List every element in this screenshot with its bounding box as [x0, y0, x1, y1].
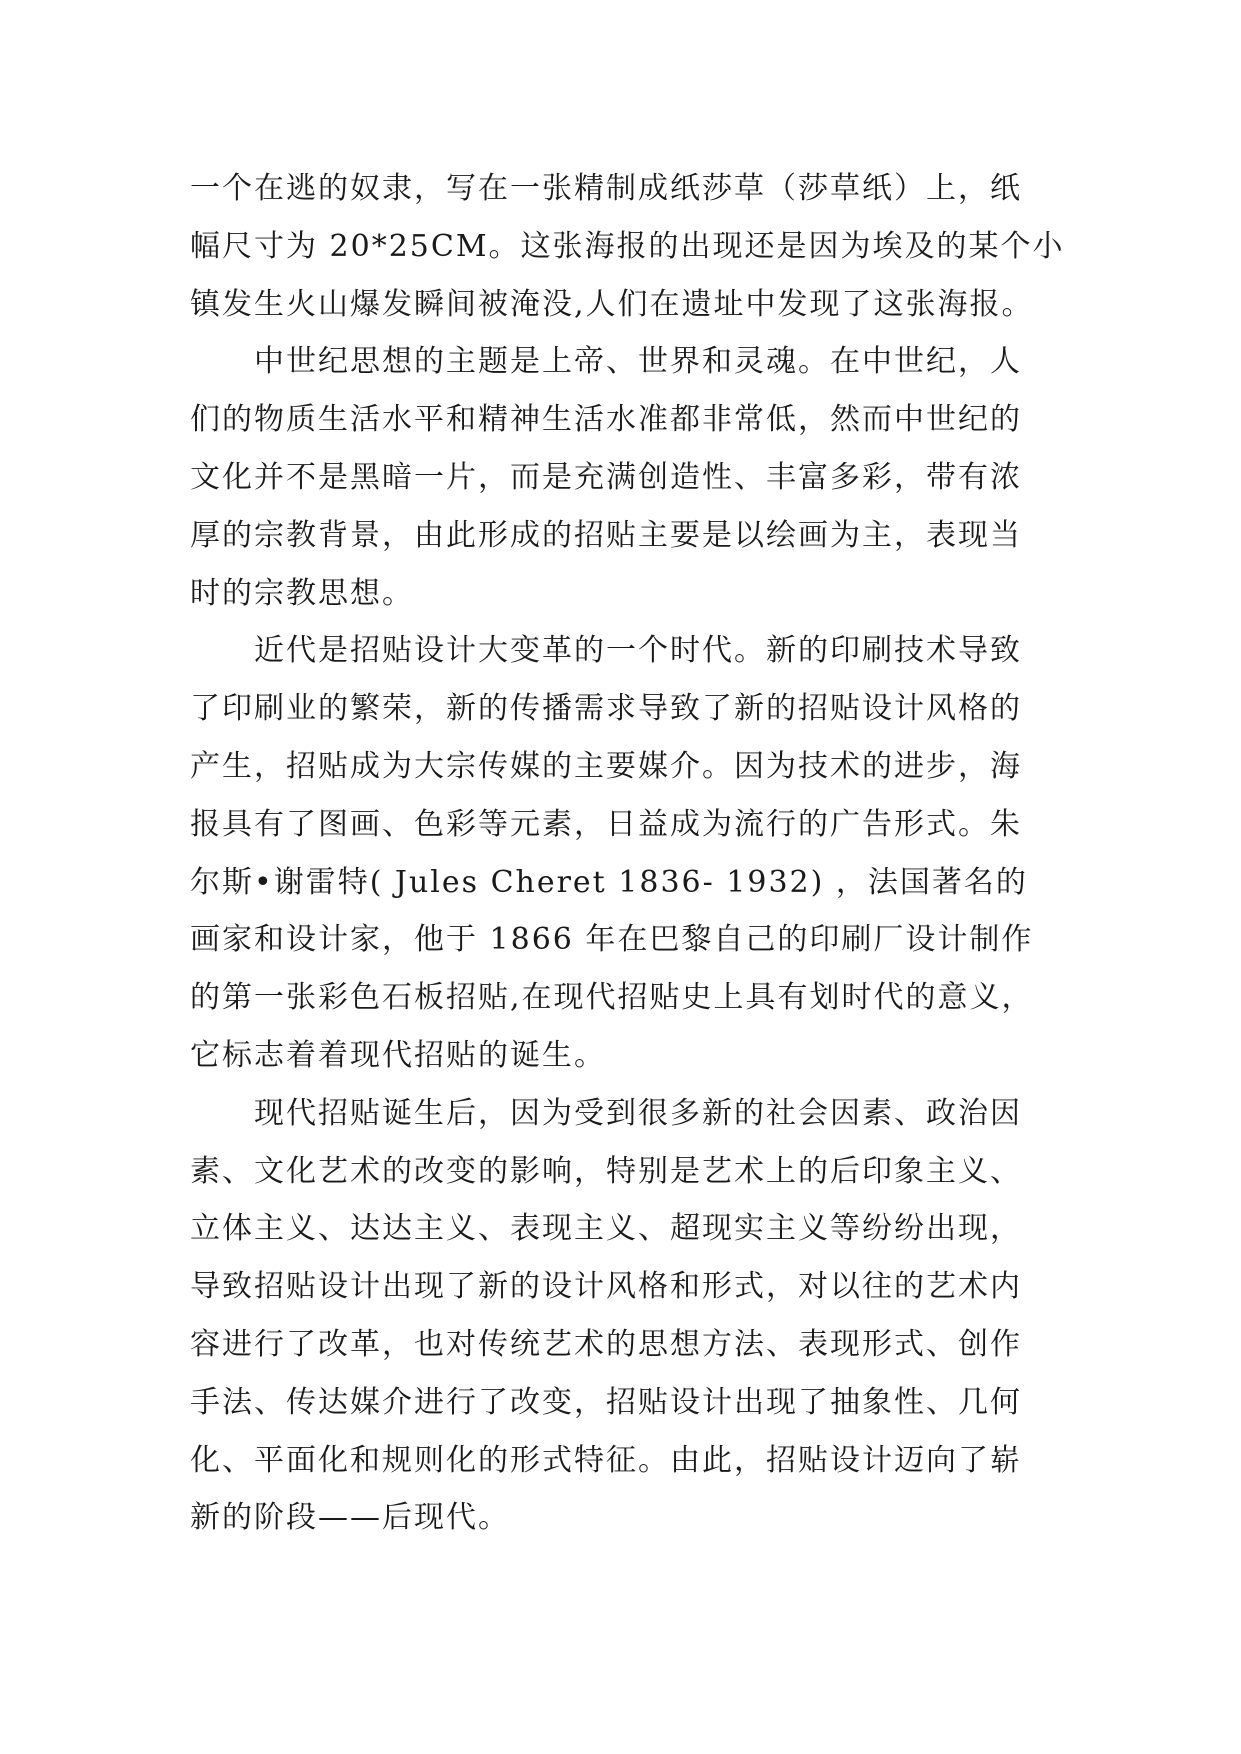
text-line: 导致招贴设计出现了新的设计风格和形式，对以往的艺术内 [190, 1269, 1022, 1305]
paragraph-2 [190, 333, 1070, 622]
text-line: 了印刷业的繁荣，新的传播需求导致了新的招贴设计风格的 [190, 691, 1022, 727]
text-line: 文化并不是黑暗一片，而是充满创造性、丰富多彩，带有浓 [190, 459, 1022, 495]
text-line: 的第一张彩色石板招贴,在现代招贴史上具有划时代的意义， [190, 980, 1034, 1016]
text-line: 产生，招贴成为大宗传媒的主要媒介。因为技术的进步，海 [190, 748, 1022, 784]
text-line: 化、平面化和规则化的形式特征。由此，招贴设计迈向了崭 [190, 1442, 1022, 1478]
text-line: 手法、传达媒介进行了改变，招贴设计出现了抽象性、几何 [190, 1384, 1022, 1420]
text-line: 厚的宗教背景，由此形成的招贴主要是以绘画为主，表现当 [190, 517, 1022, 553]
text-line: 立体主义、达达主义、表现主义、超现实主义等纷纷出现， [190, 1211, 1022, 1247]
text-line: 容进行了改革，也对传统艺术的思想方法、表现形式、创作 [190, 1326, 1022, 1362]
text-line: 幅尺寸为 20*25CM。这张海报的出现还是因为埃及的某个小 [190, 228, 1065, 264]
paragraph-1 [190, 160, 1070, 333]
text-line: 现代招贴诞生后，因为受到很多新的社会因素、政治因 [254, 1095, 1022, 1131]
text-line: 一个在逃的奴隶，写在一张精制成纸莎草（莎草纸）上，纸 [190, 171, 1022, 206]
text-line: 时的宗教思想。 [190, 575, 414, 611]
text-line: 近代是招贴设计大变革的一个时代。新的印刷技术导致 [254, 633, 1022, 669]
text-line: 中世纪思想的主题是上帝、世界和灵魂。在中世纪，人 [254, 344, 1022, 380]
text-line: 它标志着着现代招贴的诞生。 [190, 1037, 606, 1073]
paragraph-4 [190, 1085, 1070, 1547]
text-line: 镇发生火山爆发瞬间被淹没,人们在遗址中发现了这张海报。 [190, 286, 1034, 322]
text-line: 尔斯•谢雷特( Jules Cheret 1836- 1932) ，法国著名的 [190, 864, 1028, 900]
text-line: 新的阶段——后现代。 [190, 1500, 510, 1536]
text-line: 素、文化艺术的改变的影响，特别是艺术上的后印象主义、 [190, 1153, 1022, 1189]
text-line: 们的物质生活水平和精神生活水准都非常低，然而中世纪的 [190, 402, 1022, 438]
document-body [190, 160, 1070, 1547]
paragraph-3 [190, 622, 1070, 1084]
text-line: 报具有了图画、色彩等元素，日益成为流行的广告形式。朱 [190, 806, 1022, 842]
text-line: 画家和设计家，他于 1866 年在巴黎自己的印刷厂设计制作 [190, 922, 1034, 958]
